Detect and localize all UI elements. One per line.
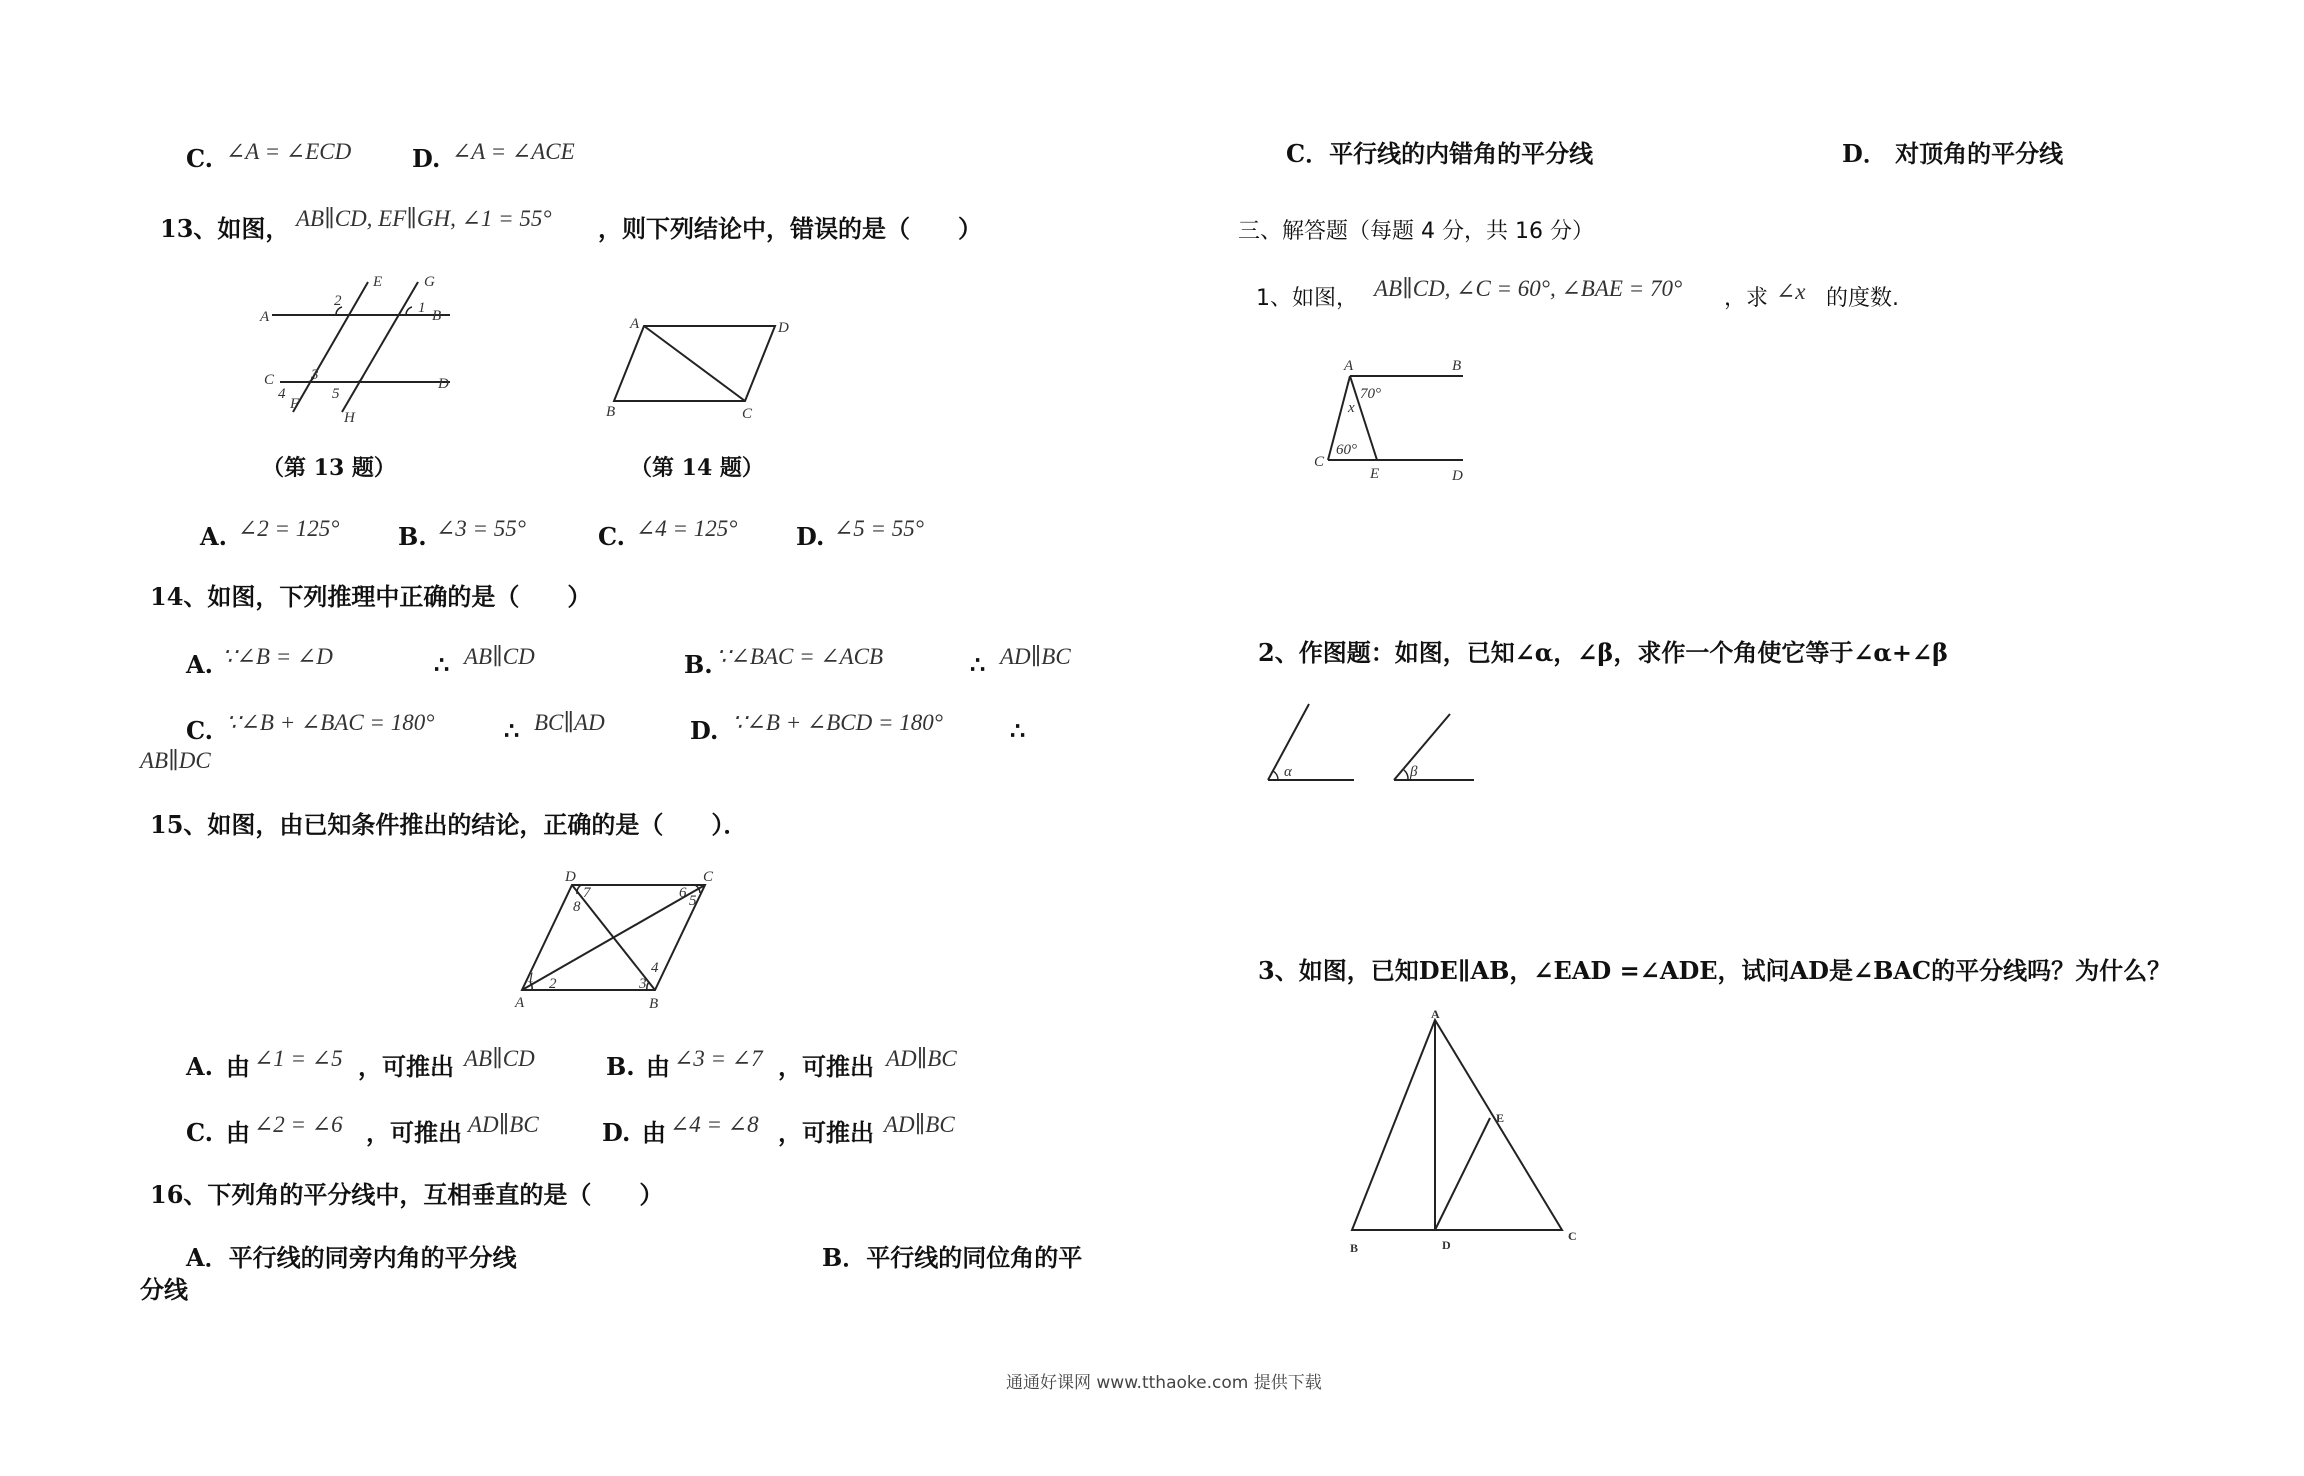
fig15-label-c: C: [703, 869, 714, 885]
fig15-angle-6: 6: [679, 885, 687, 901]
q15-option-c-result: AD∥BC: [468, 1112, 539, 1137]
q13-option-b-letter: B.: [398, 522, 427, 551]
q14-stem: 14、如图，下列推理中正确的是（ ）: [150, 582, 592, 611]
q14-option-b-conclusion: AD∥BC: [1000, 644, 1071, 669]
p1-stem-x: ∠x: [1776, 279, 1806, 304]
q15-option-c-from: 由: [226, 1118, 250, 1147]
q13-stem-prefix: 13、如图，: [160, 214, 290, 243]
fig14-caption: （第 14 题）: [630, 455, 764, 481]
q14-option-b-letter: B.: [684, 650, 713, 679]
fig15-angle-8: 8: [573, 899, 581, 915]
q15-option-b-result: AD∥BC: [886, 1046, 957, 1071]
q16-option-d: D． 对顶角的平分线: [1842, 139, 2064, 168]
p1-fig-angle-60: 60°: [1336, 442, 1357, 458]
q13-option-c-letter: C.: [598, 522, 626, 551]
p1-figure: [1310, 350, 1480, 490]
p3-fig-label-d: D: [1442, 1238, 1451, 1252]
fig15-label-a: A: [515, 995, 525, 1011]
q16-option-c: C．平行线的内错角的平分线: [1286, 139, 1594, 168]
q12-option-c-expr: ∠A = ∠ECD: [226, 139, 352, 164]
fig13-angle-5: 5: [332, 386, 340, 402]
q15-option-b-letter: B.: [606, 1052, 635, 1081]
p3-fig-label-e: E: [1496, 1111, 1505, 1125]
q12-option-d-letter: D.: [412, 144, 441, 173]
q15-option-a-letter: A.: [186, 1052, 213, 1081]
q15-option-c-cond: ∠2 = ∠6: [254, 1112, 343, 1137]
q14-option-c-premise: ∵∠B + ∠BAC = 180°: [226, 710, 435, 735]
q14-option-d-conclusion: AB∥DC: [140, 748, 211, 773]
angle-alpha-figure: [1262, 700, 1362, 790]
figure-13: [260, 270, 460, 430]
p1-fig-label-b: B: [1452, 358, 1462, 374]
q15-option-d-mid: ，可推出: [778, 1118, 874, 1147]
fig13-label-c: C: [264, 372, 275, 388]
q15-option-d-result: AD∥BC: [884, 1112, 955, 1137]
fig14-label-a: A: [630, 316, 640, 332]
q15-option-a-result: AB∥CD: [464, 1046, 535, 1071]
figure-15: [515, 865, 725, 1015]
fig13-angle-4: 4: [278, 386, 286, 402]
p1-stem-suffix: 的度数.: [1826, 286, 1899, 311]
q13-stem-suffix: ，则下列结论中，错误的是（ ）: [598, 214, 982, 243]
q15-option-a-mid: ，可推出: [358, 1052, 454, 1081]
p3-figure: [1340, 1008, 1590, 1268]
fig15-angle-5: 5: [689, 893, 697, 909]
p1-fig-label-a: A: [1344, 358, 1354, 374]
q14-option-c-therefore: ∴: [504, 716, 520, 745]
q13-option-a-expr: ∠2 = 125°: [238, 516, 340, 541]
q14-option-c-letter: C.: [186, 716, 214, 745]
q16-option-a: A．平行线的同旁内角的平分线: [186, 1243, 517, 1272]
q16-option-b: B．平行线的同位角的平: [822, 1243, 1083, 1272]
fig13-label-e: E: [373, 274, 383, 290]
q14-option-a-conclusion: AB∥CD: [464, 644, 535, 669]
p1-fig-angle-70: 70°: [1360, 386, 1381, 402]
fig15-angle-1: 1: [527, 970, 535, 986]
q15-option-b-cond: ∠3 = ∠7: [674, 1046, 763, 1071]
q16-stem: 16、下列角的平分线中，互相垂直的是（ ）: [150, 1180, 664, 1209]
q15-option-c-mid: ，可推出: [366, 1118, 462, 1147]
q14-option-b-therefore: ∴: [970, 650, 986, 679]
q14-option-a-letter: A.: [186, 650, 213, 679]
p1-fig-label-e: E: [1370, 466, 1380, 482]
q13-option-c-expr: ∠4 = 125°: [636, 516, 738, 541]
p1-fig-label-c: C: [1314, 454, 1325, 470]
p1-stem-mid: ，求: [1724, 286, 1769, 311]
q15-option-d-cond: ∠4 = ∠8: [670, 1112, 759, 1137]
fig13-label-d: D: [438, 376, 449, 392]
q15-option-b-mid: ，可推出: [778, 1052, 874, 1081]
q15-option-d-letter: D.: [602, 1118, 631, 1147]
p3-fig-label-b: B: [1350, 1241, 1359, 1255]
q13-option-a-letter: A.: [200, 522, 227, 551]
q14-option-c-conclusion: BC∥AD: [534, 710, 605, 735]
q15-option-c-letter: C.: [186, 1118, 214, 1147]
p1-stem-expr: AB∥CD, ∠C = 60°, ∠BAE = 70°: [1374, 276, 1683, 301]
fig15-angle-7: 7: [583, 885, 591, 901]
fig15-angle-4: 4: [651, 960, 659, 976]
q13-stem-expr: AB∥CD, EF∥GH, ∠1 = 55°: [296, 206, 552, 231]
q13-option-d-expr: ∠5 = 55°: [834, 516, 924, 541]
fig15-label-b: B: [649, 996, 659, 1012]
q12-option-d-expr: ∠A = ∠ACE: [452, 139, 575, 164]
q14-option-a-therefore: ∴: [434, 650, 450, 679]
q15-option-b-from: 由: [646, 1052, 670, 1081]
p1-fig-label-x: x: [1348, 400, 1355, 416]
q16-option-b-wrap: 分线: [140, 1275, 188, 1304]
q14-option-a-premise: ∵∠B = ∠D: [222, 644, 333, 669]
p3-stem: 3、如图，已知DE∥AB，∠EAD =∠ADE，试问AD是∠BAC的平分线吗？为什么？: [1258, 956, 2172, 985]
fig15-label-d: D: [565, 869, 576, 885]
angle-beta-label: β: [1410, 764, 1418, 780]
fig13-label-b: B: [432, 308, 442, 324]
p2-stem: 2、作图题：如图，已知∠α，∠β，求作一个角使它等于∠α+∠β: [1258, 638, 1949, 667]
fig15-angle-2: 2: [549, 976, 557, 992]
q15-stem: 15、如图，由已知条件推出的结论，正确的是（ ）．: [150, 810, 748, 839]
footer-source: 通通好课网 www.tthaoke.com 提供下载: [1006, 1373, 1322, 1393]
figure-14: [600, 310, 800, 430]
q14-option-b-premise: ∵∠BAC = ∠ACB: [716, 644, 884, 669]
fig14-label-c: C: [742, 406, 753, 422]
q14-option-d-therefore: ∴: [1010, 716, 1026, 745]
q14-option-d-letter: D.: [690, 716, 719, 745]
q15-option-d-from: 由: [642, 1118, 666, 1147]
q15-option-a-from: 由: [226, 1052, 250, 1081]
fig13-label-f: F: [290, 396, 300, 412]
p3-fig-label-c: C: [1568, 1229, 1577, 1243]
fig13-angle-1: 1: [418, 300, 426, 316]
q14-option-d-premise: ∵∠B + ∠BCD = 180°: [732, 710, 943, 735]
angle-beta-figure: [1388, 710, 1488, 790]
fig14-label-b: B: [606, 404, 616, 420]
p1-fig-label-d: D: [1452, 468, 1463, 484]
q12-option-c-letter: C.: [186, 144, 214, 173]
q13-option-d-letter: D.: [796, 522, 825, 551]
p1-stem-prefix: 1、如图，: [1256, 286, 1358, 311]
angle-alpha-label: α: [1284, 764, 1292, 780]
section-3-heading: 三、解答题（每题 4 分，共 16 分）: [1238, 219, 1594, 244]
fig13-label-a: A: [260, 309, 270, 325]
fig13-angle-3: 3: [311, 367, 319, 383]
p3-fig-label-a: A: [1431, 1007, 1440, 1021]
fig15-angle-3: 3: [639, 976, 647, 992]
fig14-label-d: D: [778, 320, 789, 336]
fig13-label-h: H: [344, 410, 355, 426]
q13-option-b-expr: ∠3 = 55°: [436, 516, 526, 541]
fig13-caption: （第 13 题）: [262, 455, 396, 481]
fig13-label-g: G: [424, 274, 435, 290]
q15-option-a-cond: ∠1 = ∠5: [254, 1046, 343, 1071]
fig13-angle-2: 2: [334, 293, 342, 309]
